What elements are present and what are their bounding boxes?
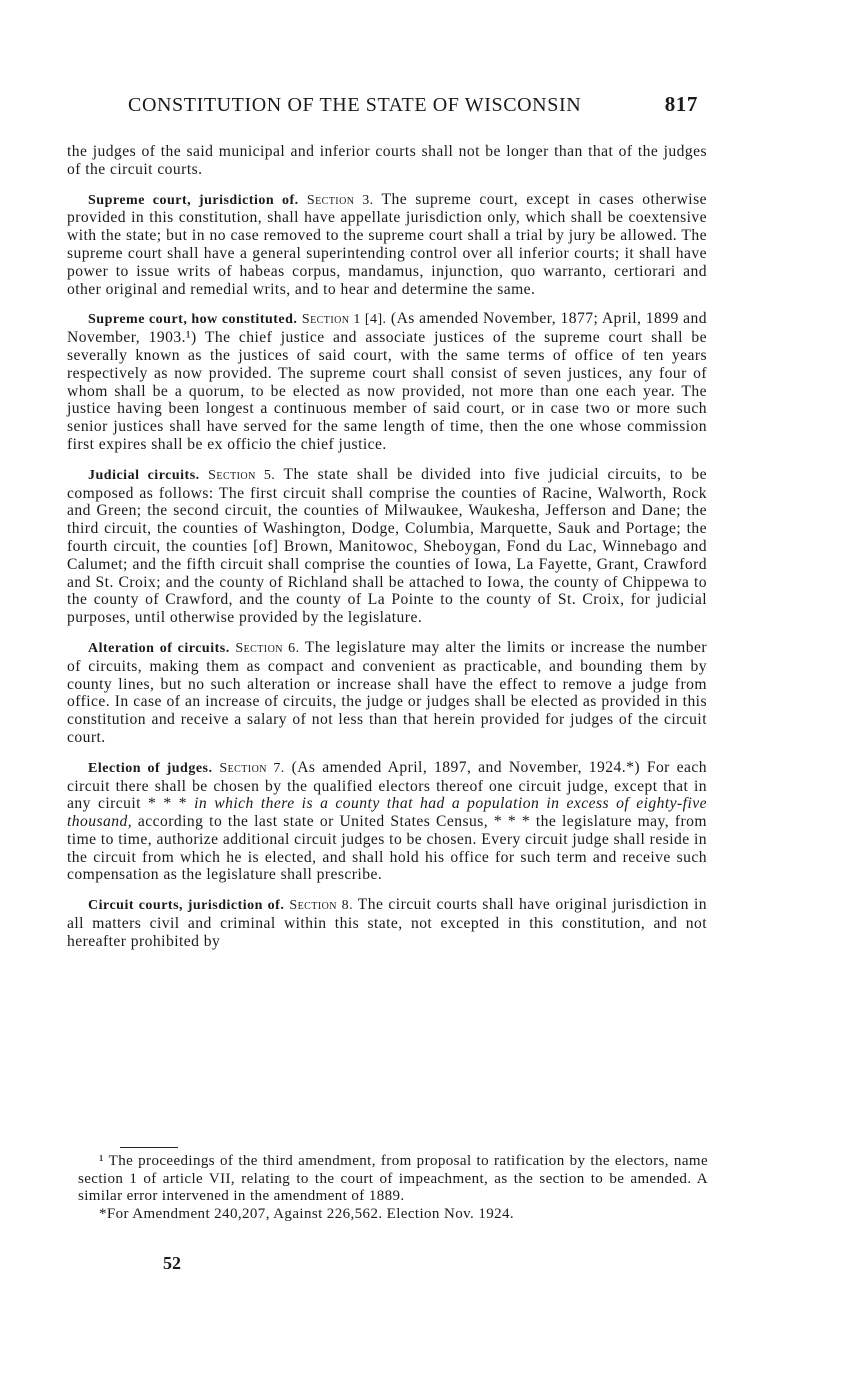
section-heading: Circuit courts, jurisdiction of.: [88, 898, 285, 914]
section-text: The circuit courts shall have original jurisdiction in all matters civil and criminal within this state, not excepted in this constitution, and not hereafter prohibited by: [67, 896, 707, 950]
section-3-paragraph: [67, 191, 707, 299]
section-label: Section 3.: [306, 192, 374, 208]
section-text: (As amended April, 1897, and November, 1924.*) For each circuit there shall be chosen by the qualified electors thereof one circuit judge, except that in any circuit * * *: [67, 758, 708, 813]
section-text: The legislature may alter the limits or increase the number of circuits, making them as compact and convenient as practicable, and bounding them by county lines, but no such alteration or increase shall have the effect to remove a judge from office. In case of an increase of circuits, the judge or judges shall be elected as provided in this constitution and receive a salary of not less than that herein provided for judges of the circuit court.: [67, 638, 707, 746]
section-label: Section 7.: [219, 760, 285, 776]
section-heading: Alteration of circuits.: [88, 640, 230, 656]
section-heading: Judicial circuits.: [88, 467, 200, 483]
section-5-paragraph: [67, 466, 707, 627]
running-header: [128, 92, 698, 117]
section-heading: Supreme court, how constituted.: [88, 312, 298, 328]
section-label: Section 1 [4].: [301, 312, 387, 328]
folio-number: 52: [163, 1253, 181, 1273]
footnotes: [78, 1153, 708, 1223]
footnote-1: ¹ The proceedings of the third amendment, from proposal to ratification by the electors, name section 1 of article VII, relating to the court of impeachment, as the section to be amended. A similar error intervened in the amendment of 1889.: [78, 1153, 708, 1204]
section-label: Section 8.: [289, 898, 354, 914]
page-title: CONSTITUTION OF THE STATE OF WISCONSIN: [128, 94, 582, 116]
section-text: The state shall be divided into five judicial circuits, to be composed as follows: The first circuit shall comprise the counties of Racine, Walworth, Rock and Green; the second circuit, the counties of Milwaukee, Waukesha, Jefferson and Dane; the third circuit, the counties of Washington, Dodge, Columbia, Marquette, Sauk and Portage; the fourth circuit, the counties [of] Brown, Manitowoc, Sheboygan, Fond du Lac, Winnebago and Calumet; and the fifth circuit shall comprise the counties of Iowa, La Fayette, Grant, Crawford and St. Croix; and the county of Richland shall be attached to Iowa, the county of Chippewa to the county of Crawford, and the county of La Pointe to the county of St. Croix, for judicial purposes, until otherwise provided by the legislature.: [67, 465, 707, 627]
document-body: [67, 143, 707, 951]
italic-amendment-text: in which there is a county that had a population in excess of eighty-five thousand,: [67, 795, 707, 831]
section-label: Section 5.: [208, 467, 276, 483]
section-8-paragraph: [67, 896, 707, 950]
section-text-continued: according to the last state or United States Census, * * * the legislature may, from time to time, authorize additional circuit judges to be chosen. Every circuit judge shall reside in the circuit from which he is elected, and shall hold his office for such term and receive such compensation as the legislature shall prescribe.: [67, 813, 707, 884]
section-heading: Election of judges.: [88, 760, 213, 776]
section-6-paragraph: [67, 639, 707, 747]
section-heading: Supreme court, jurisdiction of.: [88, 192, 299, 208]
footnote-star: *For Amendment 240,207, Against 226,562. Election Nov. 1924.: [99, 1205, 515, 1222]
section-text: The supreme court, except in cases otherwise provided in this constitution, shall have appellate jurisdiction only, which shall be coextensive with the state; but in no case removed to the supreme court shall a trial by jury be allowed. The supreme court shall have a general superintending control over all inferior courts; it shall have power to issue writs of habeas corpus, mandamus, injunction, quo warranto, certiorari and other original and remedial writs, and to hear and determine the same.: [67, 190, 707, 298]
page-number: 817: [664, 92, 698, 116]
section-7-paragraph: [67, 759, 707, 885]
section-text: (As amended November, 1877; April, 1899 and November, 1903.¹) The chief justice and associate justices of the supreme court shall be severally known as the justices of said court, with the same terms of office of ten years respectively as now provided. The supreme court shall consist of seven justices, any four of whom shall be a quorum, to be elected as now provided, not more than one each year. The justice having been longest a continuous member of said court, or in case two or more such senior justices shall have served for the same length of time, then the one whose commission first expires shall be ex officio the chief justice.: [67, 310, 708, 453]
footnote-divider: [120, 1147, 178, 1148]
continuation-paragraph: the judges of the said municipal and inferior courts shall not be longer than that of the judges of the circuit courts.: [67, 143, 707, 178]
section-label: Section 6.: [235, 640, 300, 656]
section-1-4-paragraph: [67, 310, 707, 453]
